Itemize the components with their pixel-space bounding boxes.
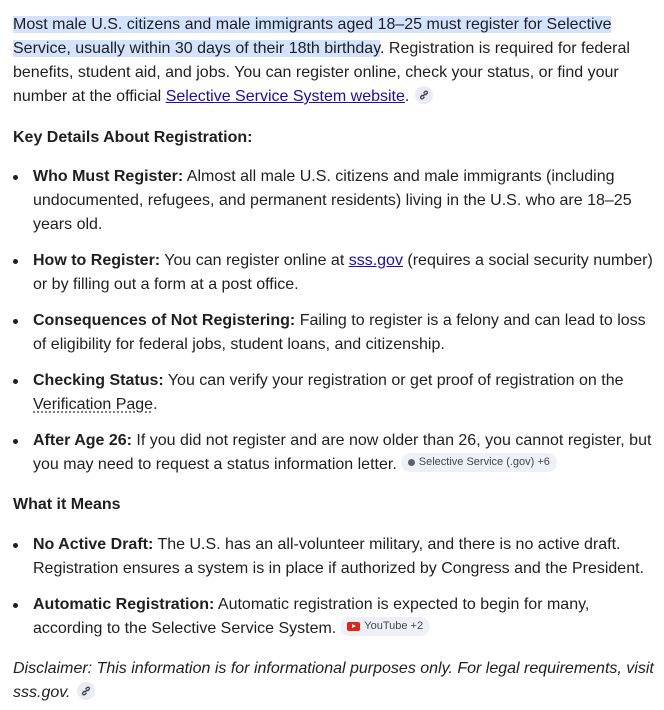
sss-gov-link[interactable]: sss.gov [348, 252, 403, 269]
source-chip-selective-service[interactable] [401, 453, 557, 472]
verification-page-link[interactable]: Verification Page [33, 396, 154, 413]
bullet-dot [13, 439, 18, 444]
list-item [13, 249, 653, 297]
bullet-dot [13, 603, 18, 608]
list-item [13, 429, 653, 477]
list-item [13, 593, 653, 641]
source-favicon-icon [408, 459, 415, 466]
source-chip-label: Selective Service (.gov) +6 [418, 456, 550, 469]
item-label: Checking Status: [33, 372, 164, 389]
link-chip-button[interactable] [77, 682, 95, 700]
link-icon [81, 686, 91, 696]
link-icon [419, 90, 429, 100]
section-heading-what-it-means: What it Means [13, 496, 121, 513]
item-label: Consequences of Not Registering: [33, 312, 296, 329]
list-item [13, 309, 653, 357]
source-chip-label: YouTube +2 [364, 620, 424, 633]
bullet-dot [13, 543, 18, 548]
item-text: . [153, 396, 158, 413]
link-chip-button[interactable] [415, 86, 433, 104]
list-item [13, 165, 653, 237]
item-label: No Active Draft: [33, 536, 154, 553]
bullet-dot [13, 259, 18, 264]
disclaimer-text: Disclaimer: This information is for informational purposes only. For legal requirements, visit sss.gov. [13, 660, 654, 701]
source-chip-youtube[interactable] [340, 617, 430, 636]
item-label: Automatic Registration: [33, 596, 215, 613]
item-text: If you did not register and are now older than 26, you cannot register, but you may need to request a status information letter. [33, 432, 652, 473]
item-label: How to Register: [33, 252, 161, 269]
youtube-icon [347, 622, 360, 631]
intro-end: . [404, 88, 410, 105]
list-item [13, 369, 653, 417]
disclaimer [13, 657, 655, 705]
intro-text: . Registration is required for federal benefits, student aid, and jobs. You can register online, check your status, or find your number at the official [13, 40, 630, 105]
section-heading-key-details: Key Details About Registration: [13, 129, 253, 146]
bullet-dot [13, 379, 18, 384]
item-text: The U.S. has an all-volunteer military, and there is no active draft. Registration ensures a system is in place if authorized by Congress and the President. [33, 536, 644, 577]
bullet-dot [13, 319, 18, 324]
item-text: (requires a social security number) or by filling out a form at a post office. [33, 252, 653, 293]
bullet-dot [13, 175, 18, 180]
sss-website-link[interactable]: Selective Service System website [165, 88, 405, 105]
intro-highlight: Most male U.S. citizens and male immigrants aged 18–25 must register for Selective Service, usually within 30 days of their 18th birthday [13, 16, 612, 57]
item-text: Failing to register is a felony and can lead to loss of eligibility for federal jobs, student loans, and citizenship. [33, 312, 646, 353]
item-label: After Age 26: [33, 432, 132, 449]
item-text: Almost all male U.S. citizens and male immigrants (including undocumented, refugees, and permanent residents) living in the U.S. who are 18–25 years old. [33, 168, 632, 233]
item-text: Automatic registration is expected to begin for many, according to the Selective Service System. [33, 596, 590, 637]
item-text: You can register online at [160, 252, 349, 269]
list-item [13, 533, 653, 581]
item-text: You can verify your registration or get proof of registration on the [163, 372, 624, 389]
item-label: Who Must Register: [33, 168, 184, 185]
intro-paragraph [13, 13, 655, 109]
